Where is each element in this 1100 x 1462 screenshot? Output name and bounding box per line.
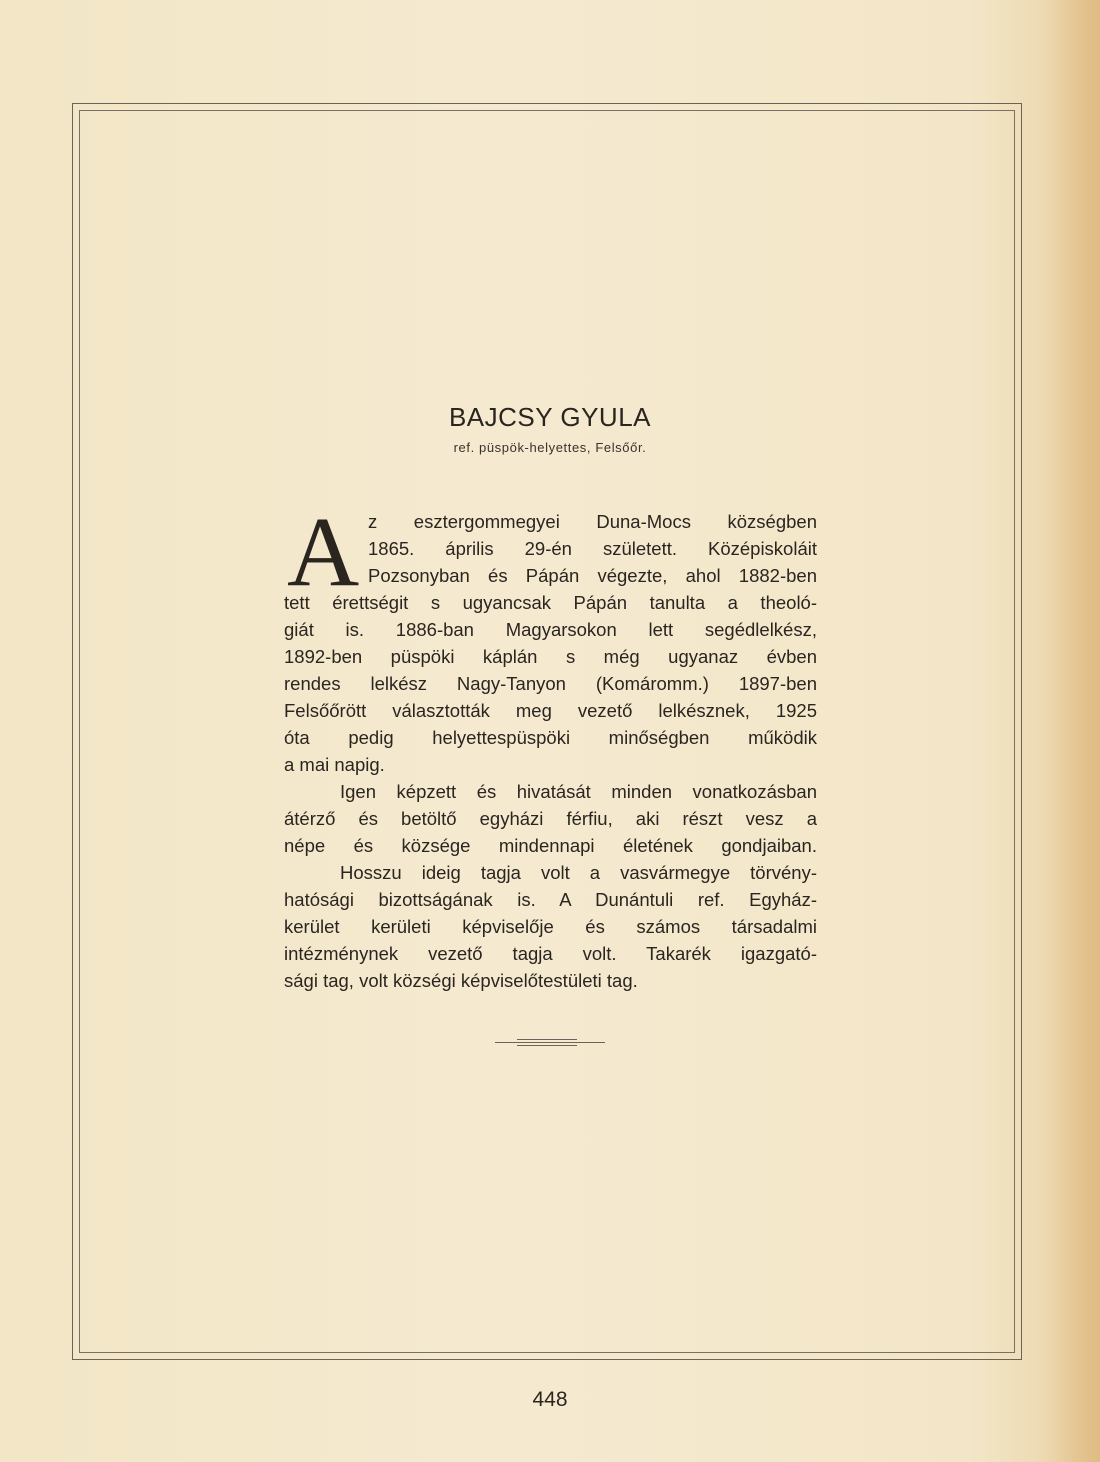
- article-title: BAJCSY GYULA: [448, 402, 652, 432]
- end-ornament-divider: [495, 1036, 605, 1050]
- drop-cap-letter: A: [287, 496, 360, 607]
- body-line: átérző és betöltő egyházi férfiu, aki részt vesz a: [284, 808, 817, 829]
- page-number: 448: [532, 1388, 568, 1411]
- article-subtitle: ref. püspök-helyettes, Felsőőr.: [453, 440, 647, 455]
- body-line: Felsőőrött választották meg vezető lelkésznek, 1925: [284, 700, 817, 721]
- body-line: intézménynek vezető tagja volt. Takarék igazgató-: [284, 943, 817, 964]
- body-line: tett érettségit s ugyancsak Pápán tanulta a theoló-: [284, 592, 817, 613]
- body-line: 1892-ben püspöki káplán s még ugyanaz évben: [284, 646, 817, 667]
- body-line: kerület kerületi képviselője és számos társadalmi: [284, 916, 817, 937]
- body-line: z esztergommegyei Duna-Mocs községben: [368, 511, 817, 532]
- body-line: 1865. április 29-én született. Középiskoláit: [368, 538, 817, 559]
- body-line: Pozsonyban és Pápán végezte, ahol 1882-ben: [368, 565, 817, 586]
- body-line: Hosszu ideig tagja volt a vasvármegye törvény-: [340, 862, 817, 883]
- body-line: sági tag, volt községi képviselőtestületi tag.: [284, 970, 638, 991]
- body-line: hatósági bizottságának is. A Dunántuli ref. Egyház-: [284, 889, 817, 910]
- body-line: a mai napig.: [284, 754, 385, 775]
- page-spine-shading: [1040, 0, 1100, 1462]
- body-line: óta pedig helyettespüspöki minőségben működik: [284, 727, 817, 748]
- article-body: [284, 496, 817, 994]
- body-line: giát is. 1886-ban Magyarsokon lett segédlelkész,: [284, 619, 817, 640]
- body-line: rendes lelkész Nagy-Tanyon (Komáromm.) 1897-ben: [284, 673, 817, 694]
- body-line: Igen képzett és hivatását minden vonatkozásban: [340, 781, 817, 802]
- body-line: népe és községe mindennapi életének gondjaiban.: [284, 835, 817, 856]
